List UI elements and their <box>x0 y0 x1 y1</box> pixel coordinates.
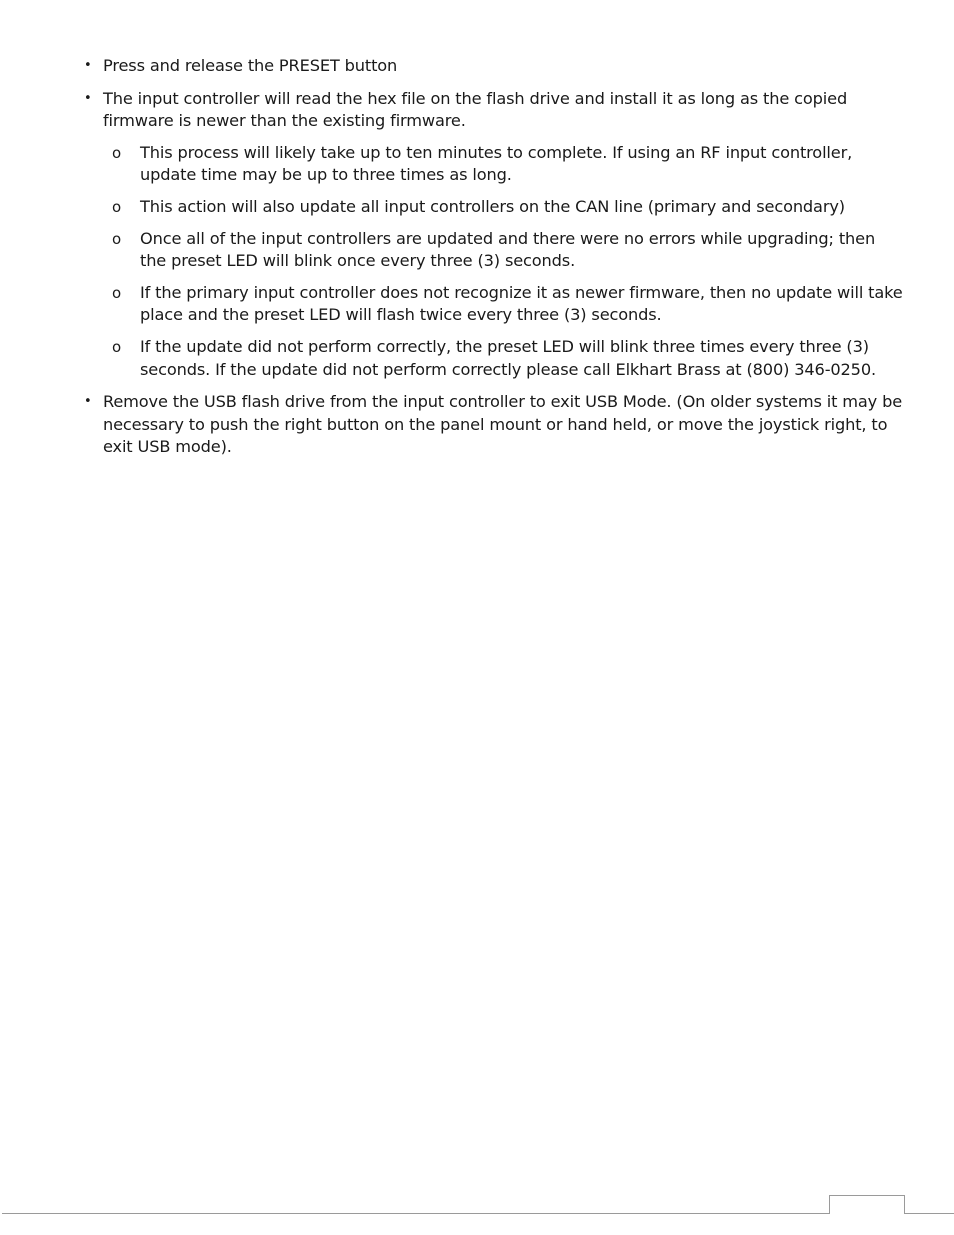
sub-bullet-icon: o <box>112 197 122 216</box>
list-item <box>84 88 904 382</box>
sub-list-item <box>103 196 904 219</box>
sub-list-item-text: This action will also update all input controllers on the CAN line (primary and secondary) <box>140 196 845 216</box>
sub-list-item <box>103 336 904 381</box>
sub-bullet-icon: o <box>112 229 122 248</box>
sub-list-item <box>103 228 904 273</box>
sub-list-item <box>103 142 904 187</box>
list-item <box>84 55 904 78</box>
list-item <box>84 391 904 459</box>
sub-bullet-icon: o <box>112 283 122 302</box>
sub-bullet-icon: o <box>112 143 122 162</box>
sub-list-item <box>103 282 904 327</box>
instructions-content <box>84 55 904 469</box>
bullet-icon: • <box>84 394 92 410</box>
list-item-text: Remove the USB flash drive from the input controller to exit USB Mode. (On older systems it may be necessary to push the right button on the panel mount or hand held, or move the joystick right, to exit USB mode). <box>103 392 903 457</box>
footer-rule-right <box>905 1213 954 1214</box>
sub-list-item-text: This process will likely take up to ten minutes to complete. If using an RF input controller, update time may be up to three times as long. <box>140 142 853 185</box>
sub-bullet-icon: o <box>112 337 122 356</box>
bullet-icon: • <box>84 90 92 106</box>
sub-list-item-text: If the update did not perform correctly, the preset LED will blink three times every three (3) seconds. If the update did not perform correctly please call Elkhart Brass at (800) 346-0250. <box>140 336 876 379</box>
sub-list-item-text: Once all of the input controllers are updated and there were no errors while upgrading; then the preset LED will blink once every three (3) seconds. <box>140 228 876 271</box>
instruction-list <box>84 55 904 459</box>
footer-rule-left <box>2 1213 829 1214</box>
sub-list <box>103 142 904 381</box>
bullet-icon: • <box>84 58 92 73</box>
page-number-box <box>829 1195 905 1214</box>
sub-list-item-text: If the primary input controller does not recognize it as newer firmware, then no update will take place and the preset LED will flash twice every three (3) seconds. <box>140 282 903 325</box>
list-item-text: Press and release the PRESET button <box>103 56 398 75</box>
list-item-text: The input controller will read the hex file on the flash drive and install it as long as the copied firmware is newer than the existing firmware. <box>103 88 848 131</box>
